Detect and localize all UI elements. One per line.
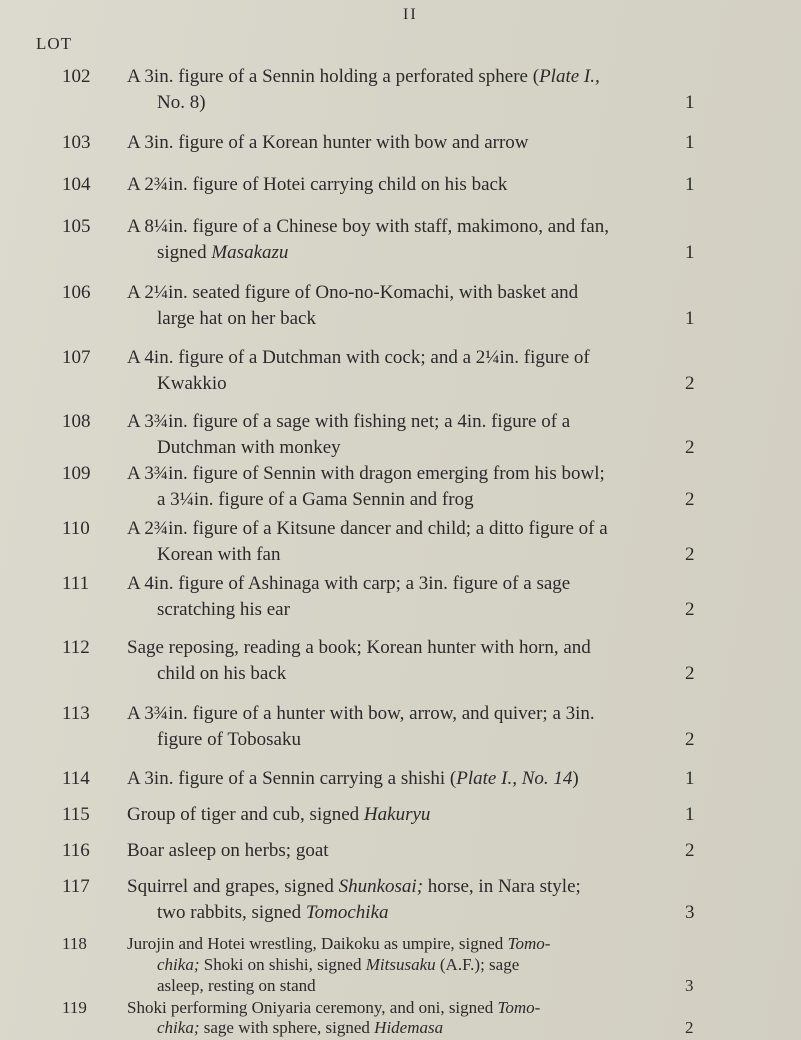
entry-description-cont: No. 8)	[157, 92, 206, 113]
entry-description: A 3in. figure of a Sennin carrying a shishi (Plate I., No. 14)	[127, 768, 579, 789]
lot-quantity: 2	[685, 489, 695, 510]
lot-number: 115	[62, 804, 90, 825]
lot-number: 104	[62, 174, 91, 195]
lot-quantity: 2	[685, 437, 695, 458]
entry-description: Shoki performing Oniyaria ceremony, and oni, signed Tomo-	[127, 998, 541, 1017]
lot-quantity: 1	[685, 804, 695, 825]
lot-quantity: 2	[685, 729, 695, 750]
entry-description: A 3in. figure of a Korean hunter with bow and arrow	[127, 132, 529, 153]
lot-number: 108	[62, 411, 91, 432]
entry-description-cont: two rabbits, signed Tomochika	[157, 902, 389, 923]
lot-quantity: 2	[685, 1018, 694, 1037]
entry-description: A 3¾in. figure of a sage with fishing net; a 4in. figure of a	[127, 411, 571, 432]
entry-description: A 3¾in. figure of a hunter with bow, arrow, and quiver; a 3in.	[127, 703, 595, 724]
lot-quantity: 2	[685, 544, 695, 565]
entry-description-cont: chika; Shoki on shishi, signed Mitsusaku (A.F.); sage	[157, 955, 520, 974]
entry-description-cont: Korean with fan	[157, 544, 281, 565]
lot-quantity: 2	[685, 840, 695, 861]
lot-number: 107	[62, 347, 91, 368]
lot-number: 117	[62, 876, 90, 897]
entry-description: A 3¾in. figure of Sennin with dragon emerging from his bowl;	[127, 463, 605, 484]
entry-description-cont: Kwakkio	[157, 373, 227, 394]
lot-number: 113	[62, 703, 90, 724]
entry-description: A 4in. figure of Ashinaga with carp; a 3in. figure of a sage	[127, 573, 571, 594]
lot-quantity: 3	[685, 902, 695, 923]
page-number: II	[403, 6, 418, 23]
entry-description-cont: large hat on her back	[157, 308, 316, 329]
entry-italic: Mitsusaku	[365, 955, 436, 974]
lot-number: 112	[62, 637, 90, 658]
entry-description: Jurojin and Hotei wrestling, Daikoku as umpire, signed Tomo-	[127, 934, 551, 953]
entry-italic: Tomo-	[507, 934, 551, 953]
entry-italic: Hidemasa	[374, 1018, 444, 1037]
entry-description-cont: signed Masakazu	[157, 242, 289, 263]
entry-description: Boar asleep on herbs; goat	[127, 840, 329, 861]
lot-quantity: 1	[685, 92, 695, 113]
entry-description-cont-2: asleep, resting on stand	[157, 976, 316, 995]
entry-description: A 3in. figure of a Sennin holding a perforated sphere (Plate I.,	[127, 66, 600, 87]
lot-number: 111	[62, 573, 90, 594]
entry-italic: chika;	[157, 1018, 200, 1037]
entry-description: A 2¼in. seated figure of Ono-no-Komachi, with basket and	[127, 282, 579, 303]
entry-italic: chika;	[157, 955, 200, 974]
lot-quantity: 1	[685, 174, 695, 195]
entry-description-cont: a 3¼in. figure of a Gama Sennin and frog	[157, 489, 474, 510]
lot-quantity: 2	[685, 373, 695, 394]
lot-number: 105	[62, 216, 91, 237]
entry-description-cont: Dutchman with monkey	[157, 437, 341, 458]
entry-description: A 4in. figure of a Dutchman with cock; and a 2¼in. figure of	[127, 347, 590, 368]
lot-number: 103	[62, 132, 91, 153]
lot-number: 119	[62, 998, 87, 1017]
lot-number: 109	[62, 463, 91, 484]
entry-description: Squirrel and grapes, signed Shunkosai; horse, in Nara style;	[127, 876, 581, 897]
entry-description: Group of tiger and cub, signed Hakuryu	[127, 804, 431, 825]
lot-quantity: 2	[685, 663, 695, 684]
entry-description-cont: scratching his ear	[157, 599, 290, 620]
lot-quantity: 1	[685, 132, 695, 153]
entry-description: Sage reposing, reading a book; Korean hunter with horn, and	[127, 637, 591, 658]
lot-number: 102	[62, 66, 91, 87]
lot-quantity: 2	[685, 599, 695, 620]
lot-heading: LOT	[36, 34, 73, 53]
lot-number: 110	[62, 518, 90, 539]
entry-description: A 2¾in. figure of Hotei carrying child on his back	[127, 174, 508, 195]
lot-number: 116	[62, 840, 90, 861]
lot-number: 114	[62, 768, 90, 789]
lot-number: 106	[62, 282, 91, 303]
lot-number: 118	[62, 934, 87, 953]
lot-quantity: 1	[685, 242, 695, 263]
entry-description-cont: chika; sage with sphere, signed Hidemasa	[157, 1018, 444, 1037]
lot-quantity: 1	[685, 308, 695, 329]
entry-description: A 2¾in. figure of a Kitsune dancer and child; a ditto figure of a	[127, 518, 608, 539]
entry-description-cont: figure of Tobosaku	[157, 729, 301, 750]
lot-quantity: 1	[685, 768, 695, 789]
entry-description-cont: child on his back	[157, 663, 287, 684]
lot-quantity: 3	[685, 976, 694, 995]
entry-italic: Tomo-	[497, 998, 541, 1017]
entry-description: A 8¼in. figure of a Chinese boy with staff, makimono, and fan,	[127, 216, 609, 237]
